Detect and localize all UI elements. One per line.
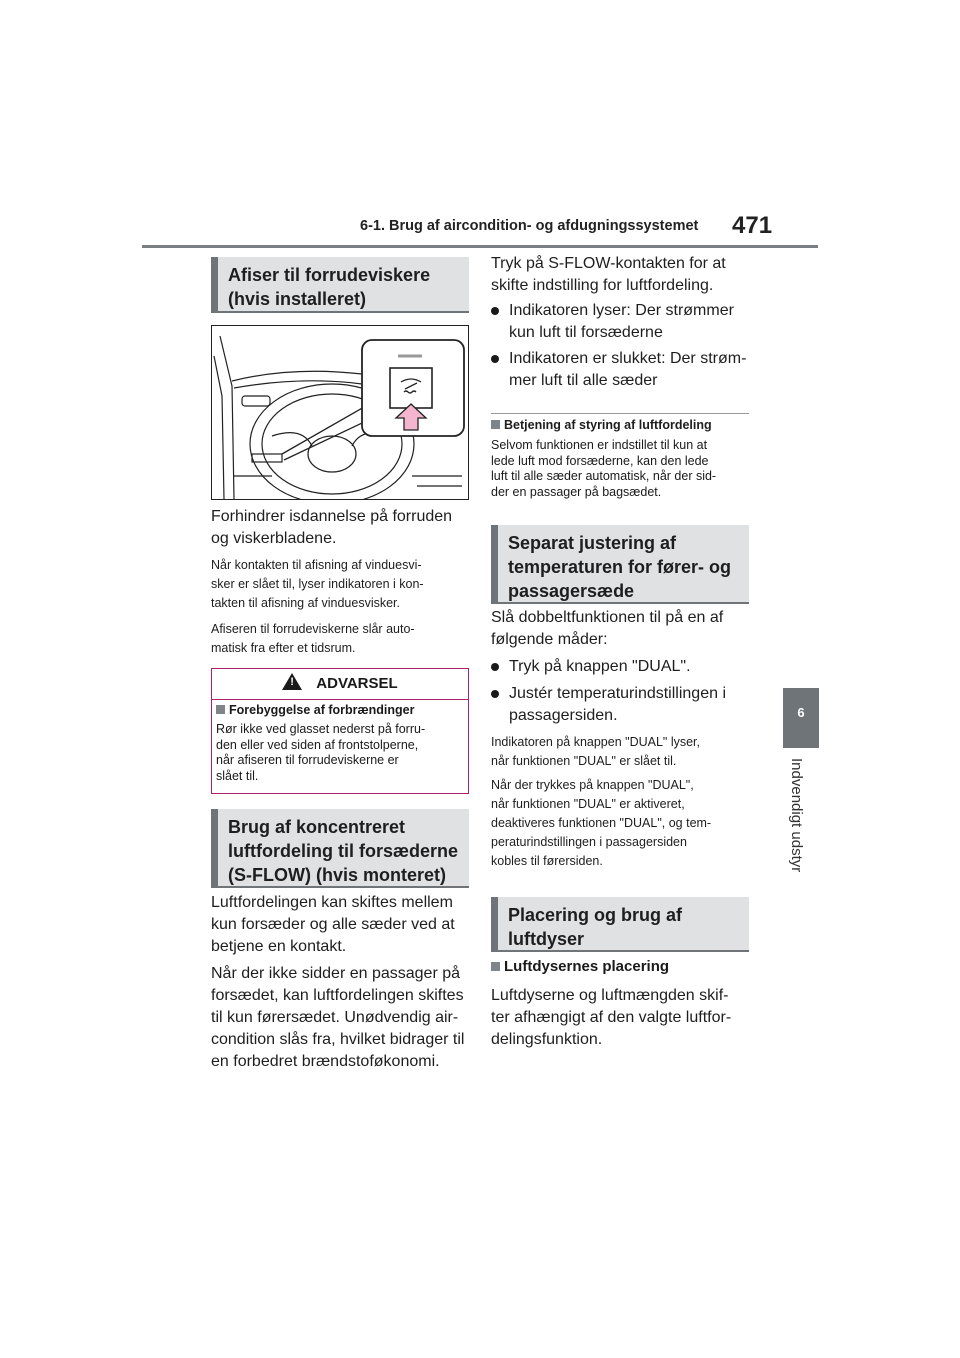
text-line: Luftfordelingen kan skiftes mellem <box>211 894 453 911</box>
text-line: Selvom funktionen er indstillet til kun at <box>491 438 708 452</box>
warning-header <box>212 669 468 700</box>
text-line: Slå dobbeltfunktionen til på en af <box>491 609 724 626</box>
warning-subheading-text: Forebyggelse af forbrændinger <box>229 703 415 717</box>
text-line: kun forsæder og alle sæder ved at <box>211 916 455 933</box>
section-heading-wiper-deicer <box>211 257 469 313</box>
text-line: deaktiveres funktionen "DUAL", og tem- <box>491 816 712 830</box>
header-rule <box>142 245 818 248</box>
paragraph <box>491 253 726 297</box>
heading-line: temperaturen for fører- og <box>508 557 732 577</box>
text-line: matisk fra efter et tidsrum. <box>211 641 356 655</box>
divider <box>491 413 749 414</box>
heading-line: (S-FLOW) (hvis monteret) <box>228 865 446 885</box>
text-line: lede luft mod forsæderne, kan den lede <box>491 453 709 468</box>
note-paragraph <box>491 438 716 500</box>
text-line: Når der trykkes på knappen "DUAL", <box>491 778 694 792</box>
running-header: 6-1. Brug af aircondition- og afdugningssystemet <box>360 218 699 234</box>
warning-subheading <box>216 703 414 717</box>
text-line: Rør ikke ved glasset nederst på forru- <box>216 722 426 736</box>
text-line: passagersiden. <box>509 707 618 724</box>
warning-triangle-icon <box>282 673 302 690</box>
text-line: mer luft til alle sæder <box>509 372 658 389</box>
paragraph <box>211 892 455 958</box>
bullet-dot-icon <box>491 307 499 315</box>
heading-line: Brug af koncentreret <box>228 817 406 837</box>
bullet-item <box>491 348 751 396</box>
heading-line: Placering og brug af <box>508 905 683 925</box>
text-line: og viskerbladene. <box>211 530 337 547</box>
text-line: Tryk på S-FLOW-kontakten for at <box>491 255 726 272</box>
text-line: Justér temperaturindstillingen i <box>509 685 726 702</box>
dashboard-drawing <box>212 326 468 499</box>
section-heading-sflow <box>211 809 469 888</box>
text-line: følgende måder: <box>491 631 608 648</box>
text-line: den eller ved siden af frontstolperne, <box>216 737 419 752</box>
section-heading-vents <box>491 897 749 952</box>
subheading <box>491 958 669 975</box>
text-line: en forbedret brændstoføkonomi. <box>211 1053 440 1070</box>
text-line: når funktionen "DUAL" er slået til. <box>491 754 677 768</box>
heading-line: luftdyser <box>508 929 585 949</box>
heading-line: luftfordeling til forsæderne <box>228 841 459 861</box>
text-line: betjene en kontakt. <box>211 938 347 955</box>
square-bullet-icon <box>216 705 225 714</box>
text-line: forsædet, kan luftfordelingen skiftes <box>211 987 464 1004</box>
bullet-item <box>491 300 751 348</box>
bullet-text <box>509 300 734 344</box>
text-line: condition slås fra, hvilket bidrager til <box>211 1031 465 1048</box>
text-line: Indikatoren på knappen "DUAL" lyser, <box>491 735 700 749</box>
text-line: Indikatoren lyser: Der strømmer <box>509 302 734 319</box>
text-line: Indikatoren er slukket: Der strøm- <box>509 350 747 367</box>
heading-line: Separat justering af <box>508 533 677 553</box>
section-heading-dual <box>491 525 749 604</box>
heading-line: Afiser til forrudeviskere <box>228 265 431 285</box>
chapter-tab: 6 <box>783 688 819 748</box>
heading-line: passagersæde <box>508 581 635 601</box>
bullet-item <box>491 656 751 680</box>
text-line: slået til. <box>216 768 259 783</box>
paragraph <box>491 985 731 1051</box>
text-line: Afiseren til forrudeviskerne slår auto- <box>211 622 415 636</box>
text-line: kun luft til forsæderne <box>509 324 663 341</box>
dashboard-illustration <box>211 325 469 500</box>
square-bullet-icon <box>491 420 500 429</box>
bullet-dot-icon <box>491 355 499 363</box>
warning-title: ADVARSEL <box>316 675 398 692</box>
text-line: sker er slået til, lyser indikatoren i kon- <box>211 577 424 591</box>
square-bullet-icon <box>491 962 500 971</box>
note-paragraph <box>491 776 711 871</box>
text-line: skifte indstilling for luftfordeling. <box>491 277 714 294</box>
bullet-text <box>509 348 746 392</box>
subheading-text: Luftdysernes placering <box>504 958 670 975</box>
bullet-text <box>509 683 726 727</box>
text-line: Luftdyserne og luftmængden skif- <box>491 987 729 1004</box>
text-line: ter afhængigt af den valgte luftfor- <box>491 1009 732 1026</box>
bullet-dot-icon <box>491 690 499 698</box>
subheading <box>491 418 712 432</box>
note-paragraph <box>491 733 700 771</box>
text-line: peraturindstillingen i passagersiden <box>491 835 687 849</box>
note-paragraph <box>211 556 424 613</box>
paragraph <box>211 963 464 1073</box>
text-line: luft til alle sæder automatisk, når der sid- <box>491 469 717 483</box>
paragraph <box>491 607 723 651</box>
note-paragraph <box>211 620 415 658</box>
subheading-text: Betjening af styring af luftfordeling <box>504 418 712 432</box>
text-line: når afiseren til forrudeviskerne er <box>216 753 399 767</box>
chapter-tab-label: Indvendigt udstyr <box>788 758 805 873</box>
text-line: Når kontakten til afisning af vinduesvi- <box>211 558 422 572</box>
warning-box <box>211 668 469 794</box>
text-line: kobles til førersiden. <box>491 854 603 868</box>
text-line: Når der ikke sidder en passager på <box>211 965 461 982</box>
paragraph <box>211 506 452 550</box>
heading-line: (hvis installeret) <box>228 289 367 309</box>
page-number: 471 <box>732 212 773 239</box>
text-line: Forhindrer isdannelse på forruden <box>211 508 453 525</box>
text-line: der en passager på bagsædet. <box>491 484 662 499</box>
text-line: når funktionen "DUAL" er aktiveret, <box>491 797 685 811</box>
bullet-dot-icon <box>491 663 499 671</box>
text-line: til kun førersædet. Unødvendig air- <box>211 1009 459 1026</box>
text-line: takten til afisning af vinduesvisker. <box>211 596 400 610</box>
warning-text <box>216 722 425 784</box>
bullet-item <box>491 683 751 731</box>
bullet-text: Tryk på knappen "DUAL". <box>509 658 691 675</box>
text-line: delingsfunktion. <box>491 1031 603 1048</box>
